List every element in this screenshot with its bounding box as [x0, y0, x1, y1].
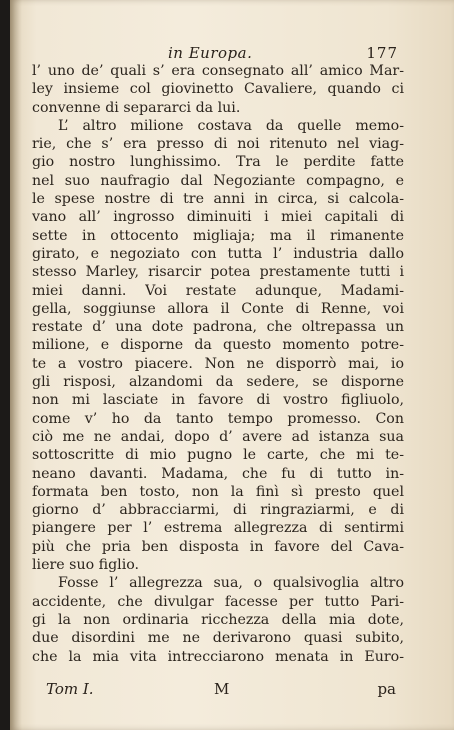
text-line: convenne di separarci da lui. — [32, 99, 241, 116]
text-line: piangere per l’ estrema allegrezza di sentirmi — [32, 520, 404, 537]
text-line: come v’ ho da tanto tempo promesso. Con — [32, 410, 404, 427]
text-line: miei danni. Voi restate adunque, Madami- — [32, 282, 404, 299]
text-line: gio nostro lunghissimo. Tra le perdite fatte — [32, 154, 404, 171]
text-line: gella, soggiunse allora il Conte di Renne, voi — [32, 300, 404, 317]
signature-mark: M — [214, 680, 230, 698]
text-line: accidente, che divulgar facesse per tutto Pari- — [32, 593, 404, 610]
text-line: vano all’ ingrosso diminuiti i miei capitali di — [32, 209, 404, 226]
page-header — [28, 44, 398, 64]
book-page — [10, 0, 454, 730]
text-line: girato, e negoziato con tutta l’ industria dallo — [32, 245, 404, 262]
catchword: pa — [377, 680, 396, 698]
text-line: Fosse l’ allegrezza sua, o qualsivoglia altro — [58, 575, 404, 592]
text-body — [32, 62, 404, 666]
running-title: in Europa. — [168, 44, 253, 62]
text-line: due disordini me ne derivarono quasi subito, — [32, 630, 404, 647]
gutter-shadow — [10, 0, 22, 730]
text-line: le spese nostre di tre anni in circa, si calcola- — [32, 191, 404, 208]
text-line: gli risposi, alzandomi da sedere, se disporne — [32, 374, 404, 391]
text-line: milione, e disporne da questo momento potre- — [32, 337, 404, 354]
text-line: che la mia vita intrecciarono menata in Euro- — [32, 648, 404, 665]
page-footer — [46, 680, 396, 702]
text-line: nel suo naufragio dal Negoziante compagno, e — [32, 172, 404, 189]
text-line: più che pria ben disposta in favore del Cava- — [32, 538, 404, 555]
text-line: te a vostro piacere. Non ne disporrò mai, io — [32, 355, 404, 372]
text-line: sottoscritte di mio pugno le carte, che mi te- — [32, 447, 404, 464]
tome-label: Tom I. — [46, 680, 94, 698]
text-line: rie, che s’ era presso di noi ritenuto nel viag- — [32, 136, 404, 153]
text-line: liere suo figlio. — [32, 557, 140, 574]
text-line: ciò me ne andai, dopo d’ avere ad istanza sua — [32, 428, 404, 445]
text-line: sette in ottocento migliaja; ma il rimanente — [32, 227, 404, 244]
text-line: stesso Marley, risarcir potea prestamente tutti i — [32, 264, 404, 281]
page-number: 177 — [366, 44, 398, 62]
text-line: giorno d’ abbracciarmi, di ringraziarmi, e di — [32, 502, 404, 519]
text-line: ley insieme col giovinetto Cavaliere, quando ci — [32, 81, 404, 98]
text-line: l’ uno de’ quali s’ era consegnato all’ amico Mar- — [32, 63, 404, 79]
text-line: non mi lasciate in favore di vostro figliuolo, — [32, 392, 404, 409]
text-line: gi la non ordinaria ricchezza della mia dote, — [32, 611, 404, 628]
text-line: restate d’ una dote padrona, che oltrepassa un — [32, 319, 404, 336]
text-line: formata ben tosto, non la finì sì presto quel — [32, 483, 404, 500]
text-line: neano davanti. Madama, che fu di tutto in- — [32, 465, 404, 482]
text-line: L’ altro milione costava da quelle memo- — [58, 117, 404, 134]
